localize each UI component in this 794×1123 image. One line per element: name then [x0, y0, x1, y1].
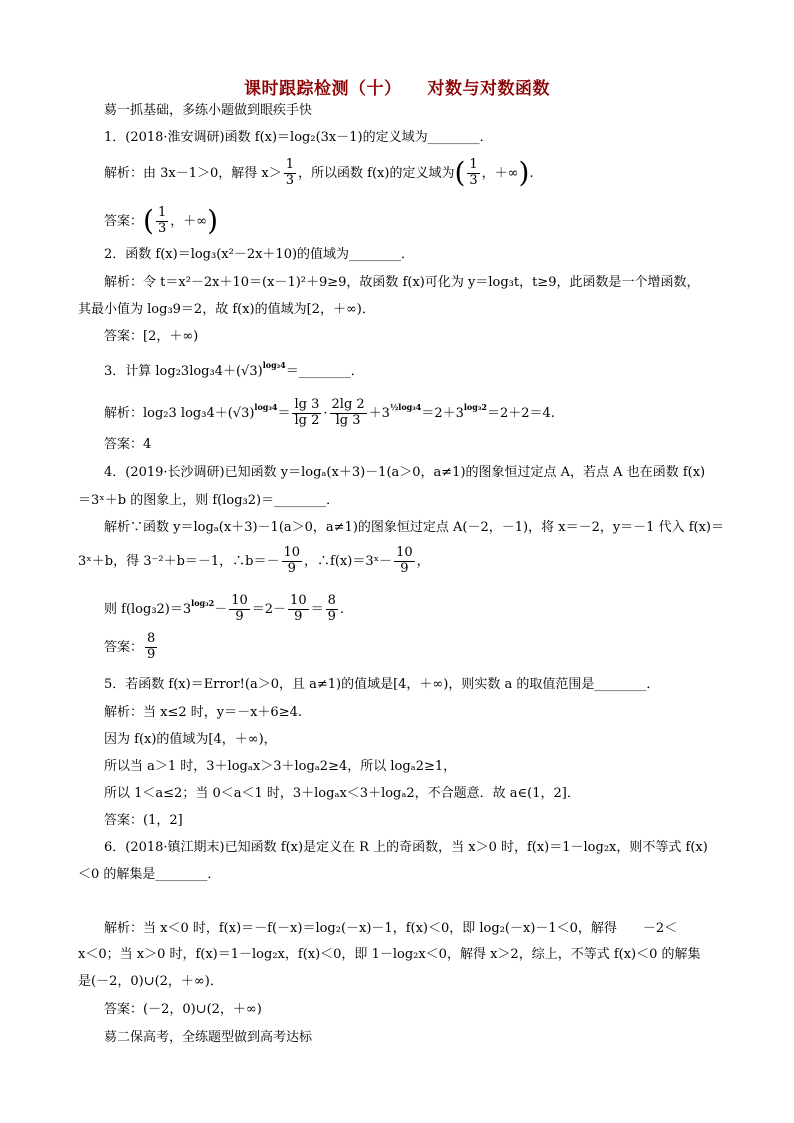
q6-question-2: ＜0 的解集是________． [78, 867, 221, 882]
q1-answer: 答案：( $\frac{1}{3}$ ，＋∞) [104, 204, 219, 238]
q2-answer: 答案：[2，＋∞) [104, 329, 199, 344]
q1-frac: $\frac{1}{3}$ [285, 157, 295, 188]
q2-question: 2．函数 f(x)＝log₃(x²－2x＋10)的值域为________． [104, 247, 415, 262]
q5-answer: 答案：(1，2] [104, 813, 183, 828]
q3-answer: 答案：4 [104, 437, 152, 452]
q4-answer: 答案： $\frac{8}{9}$ [104, 631, 156, 662]
q6-analysis-2: x＜0；当 x＞0 时，f(x)＝1－log₂x，f(x)＜0，即 1－log₂x＜0，解得 x＞2，综上，不等式 f(x)＜0 的解集 [78, 947, 701, 962]
q3-question: 3．计算 $\log_23\log_34+(√3)^{log_34}=\_\_\_\_\_\_\_\_$． [104, 360, 364, 379]
q5-analysis-1: 解析：当 x≤2 时，y＝－x＋6≥4. [104, 705, 303, 720]
q3-analysis: 解析：log₂3 $\log_34+(√3)^{log_34}=$ $\frac{\lg 3}{\lg 2}$ · $\frac{2\lg 2}{\lg 3}$ $+3^{\frac{1}{2}log_34}=2+3^{log_32}=2+2=4$. [104, 397, 555, 428]
q5-analysis-2: 因为 f(x)的值域为[4，＋∞)， [104, 732, 277, 747]
q5-question: 5．若函数 f(x)＝Error!(a＞0，且 a≠1)的值域是[4，＋∞)，则实数 a 的取值范围是________． [104, 677, 660, 692]
q5-analysis-4: 所以 1＜a≤2；当 0＜a＜1 时，3＋logₐx＜3＋logₐ2，不合题意．故 a∈(1，2]． [104, 786, 580, 801]
q6-analysis-3: 是(－2，0)∪(2，＋∞)． [78, 974, 223, 989]
q4-question-2: ＝3ˣ＋b 的图象上，则 f(log₃2)＝________． [78, 493, 340, 508]
q1-analysis: 解析：由 3x－1＞0，解得 x＞ $\frac{1}{3}$ ，所以函数 f(x)的定义域为( $\frac{1}{3}$ ，＋∞). [104, 156, 534, 190]
q6-question-1: 6．(2018·镇江期末)已知函数 f(x)是定义在 R 上的奇函数，当 x＞0 时，f(x)＝1－log₂x，则不等式 f(x) [104, 840, 708, 855]
q4-question-1: 4．(2019·长沙调研)已知函数 y＝logₐ(x＋3)－1(a＞0，a≠1)的图象恒过定点 A，若点 A 也在函数 f(x) [104, 465, 706, 480]
q2-analysis-2: 其最小值为 log₃9＝2，故 f(x)的值域为[2，＋∞)． [78, 302, 375, 317]
q6-analysis-1: 解析：当 x＜0 时，f(x)＝－f(－x)＝log₂(－x)－1，f(x)＜0，即 log₂(－x)－1＜0，解得 －2＜ [104, 921, 678, 936]
page-title [0, 74, 794, 99]
q4-analysis-1: 解析∵函数 y＝logₐ(x＋3)－1(a＞0，a≠1)的图象恒过定点 A(－2，－1)，将 x＝－2，y＝－1 代入 f(x)＝ [104, 520, 725, 535]
title-part1: 课时跟踪检测（十） [244, 79, 402, 99]
q6-answer: 答案：(－2，0)∪(2，＋∞) [104, 1002, 262, 1017]
q4-analysis-2: 3ˣ＋b，得 3⁻²＋b＝－1，∴b＝－ $\frac{10}{9}$ ，∴f(x)＝3ˣ－ $\frac{10}{9}$ ， [78, 545, 430, 576]
q1-question: 1．(2018·淮安调研)函数 f(x)＝log₂(3x－1)的定义域为________． [104, 130, 493, 145]
title-part2: 对数与对数函数 [427, 79, 550, 99]
q2-analysis-1: 解析：令 t＝x²－2x＋10＝(x－1)²＋9≥9，故函数 f(x)可化为 y＝log₃t，t≥9，此函数是一个增函数， [104, 275, 700, 290]
q4-analysis-3: 则 $f(\log_32)=3^{log_32}-$ $\frac{10}{9}$ ＝2－ $\frac{10}{9}$ ＝ $\frac{8}{9}$ . [104, 593, 345, 624]
section-heading-1: 䓪一抓基础，多练小题做到眼疾手快 [104, 103, 313, 118]
q5-analysis-3: 所以当 a＞1 时，3＋logₐx＞3＋logₐ2≥4，所以 logₐ2≥1， [104, 759, 457, 774]
section-heading-2: 䓪二保高考，全练题型做到高考达标 [104, 1030, 313, 1045]
